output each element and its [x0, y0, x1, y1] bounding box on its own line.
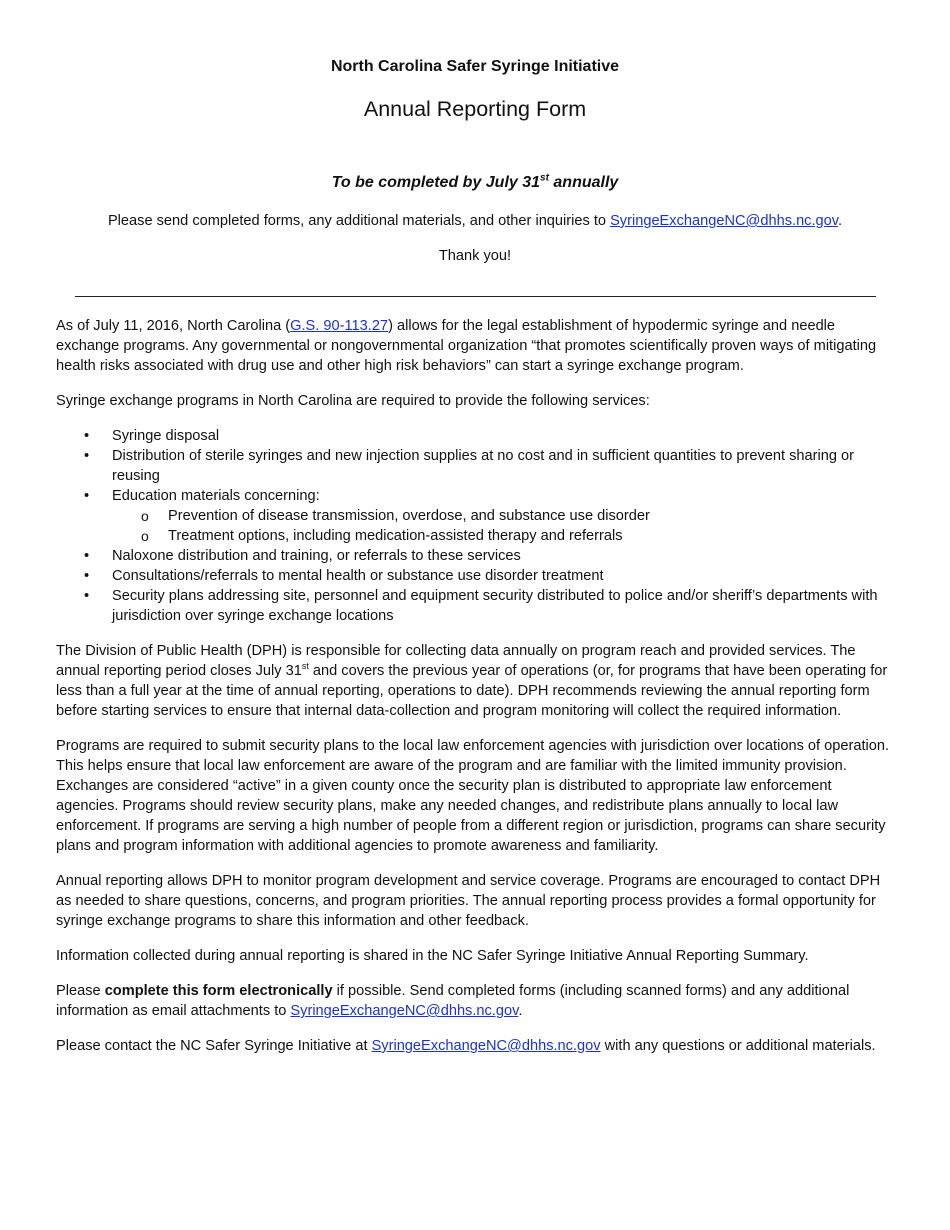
electronic-middle: if possible. Send completed forms (including scanned forms) and any additional information as email attachments to [56, 983, 850, 1019]
bullet-icon: • [84, 548, 90, 564]
bullet-icon: • [84, 588, 90, 604]
send-email-link[interactable]: SyringeExchangeNC@dhhs.nc.gov [610, 213, 838, 229]
thank-you: Thank you! [438, 248, 512, 264]
deadline-line [56, 173, 894, 193]
security-paragraph: Programs are required to submit security plans to the local law enforcement agencies with jurisdiction over locations of operation. This helps ensure that local law enforcement are aware of the program and are familiar with the limited immunity provision. Exchanges are considered “active” in a given county once the security plan is distributed to appropriate law enforcement agencies. Programs should review security plans, make any needed changes, and redistribute plans annually to local law enforcement. If programs are serving a high number of people from a different region or jurisdiction, programs can share security plans and program information with additional agencies to promote awareness and familiarity. [56, 738, 890, 854]
intro-paragraph [56, 316, 894, 376]
document-body [56, 316, 894, 1071]
bullet-icon: • [84, 488, 90, 504]
list-item-text: Security plans addressing site, personnel and equipment security distributed to police and/or sheriff’s departments with jurisdiction over syringe exchange locations [112, 588, 878, 624]
list-item [56, 586, 894, 626]
list-item [56, 546, 894, 566]
send-prefix: Please send completed forms, any additional materials, and other inquiries to [107, 213, 611, 229]
send-instructions [56, 211, 894, 231]
sub-bullet-icon: o [141, 508, 149, 524]
dph-suffix: and covers the previous year of operations (or, for programs that have been operating for less than a full year at the time of annual reporting, operations to date). DPH recommends reviewing the annual reporting form before starting services to ensure that internal data-collection and program monitoring will collect the required information. [56, 663, 888, 719]
info-paragraph: Information collected during annual reporting is shared in the NC Safer Syringe Initiative Annual Reporting Summary. [56, 948, 809, 964]
contact-suffix: with any questions or additional materials. [600, 1038, 876, 1054]
statute-link[interactable]: G.S. 90-113.27 [290, 318, 389, 334]
list-item-text: Distribution of sterile syringes and new injection supplies at no cost and in sufficient quantities to prevent sharing or reusing [112, 448, 854, 484]
electronic-paragraph [56, 981, 894, 1021]
list-item [56, 486, 894, 546]
list-item-text: Naloxone distribution and training, or referrals to these services [112, 548, 521, 564]
divider-line [75, 296, 876, 297]
electronic-bold: complete this form electronically [104, 983, 333, 999]
contact-prefix: Please contact the NC Safer Syringe Initiative at [56, 1038, 372, 1054]
list-item [56, 566, 894, 586]
sub-bullet-icon: o [141, 528, 149, 544]
sub-list-item-text: Treatment options, including medication-assisted therapy and referrals [168, 528, 623, 544]
dph-prefix: The Division of Public Health (DPH) is responsible for collecting data annually on program reach and provided services. The annual reporting period closes July 31 [56, 643, 856, 679]
bullet-icon: • [84, 428, 90, 444]
intro-suffix: ) allows for the legal establishment of hypodermic syringe and needle exchange programs. Any governmental or nongovernmental organization “that promotes scientifically proven ways of mitigating health risks associated with drug use and other high risk behaviors” can start a syringe exchange program. [56, 318, 877, 374]
bullet-icon: • [84, 568, 90, 584]
services-list [56, 426, 894, 626]
list-item-text: Consultations/referrals to mental health or substance use disorder treatment [112, 568, 604, 584]
contact-paragraph [56, 1036, 894, 1056]
electronic-suffix: . [518, 1003, 523, 1019]
deadline-sup: st [540, 172, 549, 184]
sub-list-item-text: Prevention of disease transmission, overdose, and substance use disorder [168, 508, 650, 524]
deadline-suffix: annually [548, 174, 619, 191]
dph-paragraph [56, 641, 894, 721]
form-title: Annual Reporting Form [363, 97, 587, 121]
electronic-email-link[interactable]: SyringeExchangeNC@dhhs.nc.gov [290, 1003, 519, 1019]
intro-prefix: As of July 11, 2016, North Carolina ( [56, 318, 291, 334]
list-item [56, 426, 894, 446]
contact-email-link[interactable]: SyringeExchangeNC@dhhs.nc.gov [371, 1038, 601, 1054]
dph-sup: st [301, 661, 309, 672]
sub-list-item [112, 526, 894, 546]
deadline-prefix: To be completed by July 31 [331, 174, 541, 191]
bullet-icon: • [84, 448, 90, 464]
annual-paragraph: Annual reporting allows DPH to monitor program development and service coverage. Programs are encouraged to contact DPH as needed to share questions, concerns, and program priorities. The annual reporting process provides a formal opportunity for syringe exchange programs to share this information and other feedback. [56, 873, 881, 929]
org-title: North Carolina Safer Syringe Initiative [330, 58, 620, 75]
list-item-text: Syringe disposal [112, 428, 220, 444]
list-item [56, 446, 894, 486]
sub-list-item [112, 506, 894, 526]
services-lead: Syringe exchange programs in North Carolina are required to provide the following services: [56, 393, 650, 409]
education-sublist [112, 506, 894, 546]
send-suffix: . [837, 213, 843, 229]
electronic-prefix: Please [56, 983, 105, 999]
list-item-text: Education materials concerning: [112, 488, 320, 504]
